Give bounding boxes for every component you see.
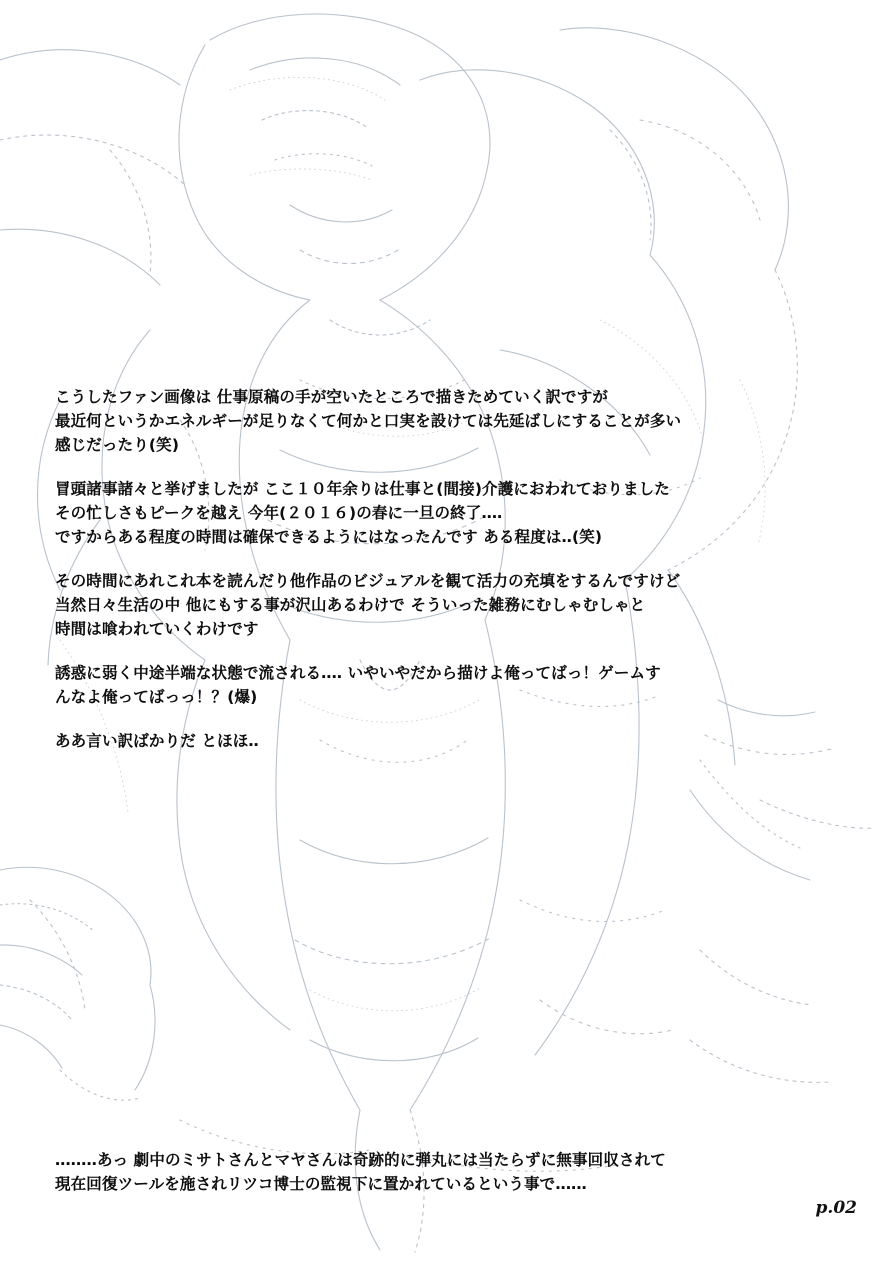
closing-note-block	[55, 1148, 845, 1196]
afterword-text-block	[55, 385, 845, 753]
afterword-paragraph: その時間にあれこれ本を読んだり他作品のビジュアルを観て活力の充填をするんですけど 当然日々生活の中 他にもする事が沢山あるわけで そういった雑務にむしゃむしゃと 時間は喰われていくわけです	[55, 572, 681, 639]
page-number: p.02	[815, 1198, 857, 1218]
afterword-paragraph: ああ言い訳ばかりだ とほほ‥	[55, 732, 259, 751]
afterword-paragraph: 誘惑に弱く中途半端な状態で流される‥‥ いやいやだから描けよ俺ってばっ！ゲームす んなよ俺ってばっっ！？(爆)	[55, 664, 661, 707]
afterword-paragraph: こうしたファン画像は 仕事原稿の手が空いたところで描きためていく訳ですが 最近何というかエネルギーが足りなくて何かと口実を設けては先延ばしにすることが多い 感じだったり(笑)	[55, 388, 682, 455]
closing-paragraph: ‥‥‥‥あっ 劇中のミサトさんとマヤさんは奇跡的に弾丸には当たらずに無事回収されて 現在回復ツールを施されリツコ博士の監視下に置かれているという事で‥‥‥	[55, 1151, 666, 1194]
afterword-paragraph: 冒頭諸事諸々と挙げましたが ここ１０年余りは仕事と(間接)介護におわれておりました その忙しさもピークを越え 今年(２０１６)の春に一旦の終了‥‥ ですからある程度の時間は確保できるようにはなったんです ある程度は‥(笑)	[55, 480, 670, 547]
